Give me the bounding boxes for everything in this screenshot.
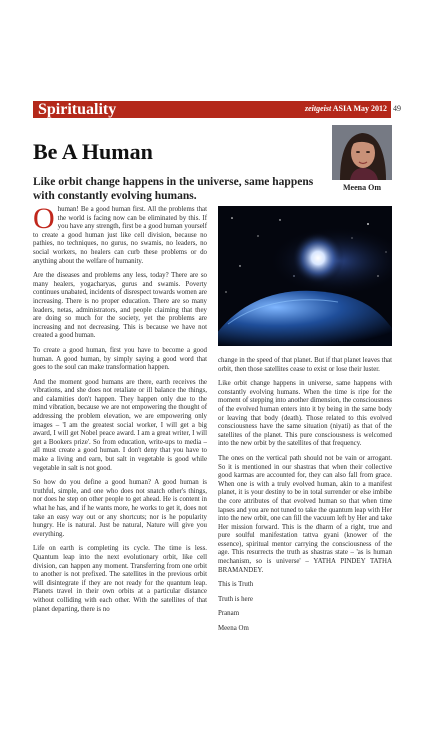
paragraph: change in the speed of that planet. But if that planet leaves that orbit, then those satellites cease to exist or lose their luster. [218,357,392,373]
paragraph-text: human! Be a good human first. All the problems that the world is facing now can be eliminated by this. If you have any strength, first be a good human yourself to create a good human just like cell division, because no pathies, no techniques, no gurus, no swamis, no leaders, no social workers, no healers can curb these problems or do anything about the welfare of humanity. [33,206,207,265]
paragraph: The ones on the vertical path should not be vain or arrogant. So it is mentioned in our shastras that when their collective good karmas are accounted for, they can also fall from grace. When one is with a truly evolved human, akin to a manifest planet, it is your destiny to be in total surrender or else imbibe the core attributes of that evolved human so that when time lapses and you are not tuned to take the quantum leap with Her into the new orbit, one can fill the vacuum left by Her and take Her mission forward. This is the dharm of a right, true and pure soulful manifestation tattva gyani (knower of the essence), spiritual mentor carrying the consciousness of the age. This resurrects the truth as shastras state – 'as is human mechanism, so is universe' – YATHA PINDEY TATHA BRAMANDEY. [218,454,392,574]
signature-name: Meena Om [218,625,249,633]
issue-date: May 2012 [353,104,387,113]
article-title: Be A Human [33,139,153,164]
closing-line: This is Truth [218,581,254,589]
closing-line: Pranam [218,610,240,618]
section-title: Spirituality [38,101,117,118]
paragraph: Life on earth is completing its cycle. The time is less. Quantum leap into the next evolutionary orbit, like cell division, can happen any moment. Transferring from one orbit to another is not prefixed. The satellites in the previous orbit will disintegrate if they are not ready for the quantum leap. Planets travel in their own orbits at a particular distance without colliding with each other. With the satellites of that planet departing, there is no [33,545,207,613]
article-column-right [218,357,392,640]
closing-line: Truth is here [218,595,253,603]
author-portrait-image [332,125,392,180]
drop-cap: O [33,202,55,235]
magazine-region: ASIA [332,104,352,113]
author-photo [332,125,392,180]
paragraph: So how do you define a good human? A good human is truthful, simple, and one who does not snatch other's things, nor does he step on other people to get ahead. He is content in what he has, and if he wants more, he works to get it, does not take an easy way out or any shortcuts; nor is he popularity hungry. He is natural. Just be natural, Nature will give you everything. [33,479,207,538]
paragraph: And the moment good humans are there, earth receives the vibrations, and she does not retaliate or ill balance the things, and calamities don't happen. They happen only due to the mind vibration, because we are not empowering the thought of addressing the problem elevation, we are empowering only images – 'I am the greatest social worker, I will get a big award, I will get Nobel peace award. I am a great writer, I will get a Bookers prize'. So from education, write-ups to media – all must create a good human. I don't deny that you have to make a living and earn, but salt in vegetable is good while vegetable in salt is not good. [33,378,207,472]
issue-info [305,104,387,114]
article-column-left [33,202,207,620]
author-name: Meena Om [343,183,381,192]
paragraph [33,202,207,266]
paragraph: Like orbit change happens in universe, same happens with constantly evolving humans. When the time is ripe for the moment of stepping into another dimension, the consciousness of the evolved human enters into it by being in the same body or leaving that body (death). Those related to this evolved consciousness have the same situation (niyati) as that of the satellites of the planet. This pure consciousness is welcomed into the new orbit by the satellites of that frequency. [218,380,392,448]
paragraph: Are the diseases and problems any less, today? There are so many healers, yogacharyas, gurus and swamis. Poverty continues unabated, incidents of disrespect towards women are increasing. There is no proper education. There are so many leaders, netas, administrators, and people claiming that they are doing so much for the society, yet the problems are increasing and not decreasing. This is because we have not created a good human. [33,272,207,340]
magazine-brand: zeitgeist [304,104,332,113]
galaxy-planet-image [218,206,392,346]
paragraph: To create a good human, first you have to become a good human. A good human, by simply saying a good word that goes to the soul can make transformation happen. [33,346,207,372]
space-illustration [218,206,392,346]
article-subtitle: Like orbit change happens in the universe, same happens with constantly evolving humans. [33,176,314,202]
page-number: 49 [393,104,401,113]
